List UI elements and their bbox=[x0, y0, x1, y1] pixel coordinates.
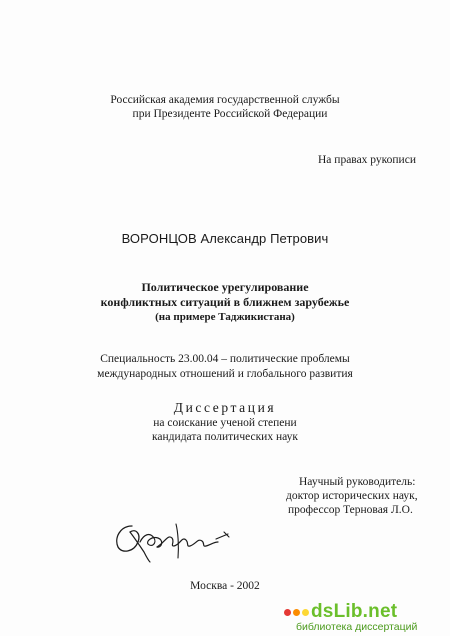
watermark-dot-yellow-icon bbox=[302, 609, 309, 616]
watermark-tagline: библиотека диссертаций bbox=[296, 621, 418, 633]
dissertation-block bbox=[0, 400, 450, 444]
site-watermark bbox=[284, 600, 444, 634]
watermark-dot-orange-icon bbox=[293, 609, 300, 616]
watermark-dot-red-icon bbox=[284, 609, 291, 616]
specialty-block bbox=[0, 352, 450, 382]
watermark-name: dsLib.net bbox=[311, 601, 398, 622]
degree-line-2: кандидата политических наук bbox=[152, 431, 298, 443]
author-name: ВОРОНЦОВ Александр Петрович bbox=[121, 231, 329, 246]
dissertation-title bbox=[0, 280, 450, 325]
title-line-3: (на примере Таджикистана) bbox=[155, 311, 295, 323]
supervisor-line-1: Научный руководитель: bbox=[299, 476, 416, 488]
specialty-line-1: Специальность 23.00.04 – политические проблемы bbox=[100, 353, 350, 365]
specialty-line-2: международных отношений и глобального развития bbox=[97, 368, 353, 380]
title-line-2: конфликтных ситуаций в ближнем зарубежье bbox=[100, 295, 350, 309]
dissertation-heading: Диссертация bbox=[173, 400, 277, 415]
manuscript-rights-note: На правах рукописи bbox=[318, 154, 416, 166]
watermark-logo bbox=[284, 601, 397, 623]
city-year: Москва - 2002 bbox=[190, 580, 260, 592]
org-line-2: при Президенте Российской Федерации bbox=[132, 108, 328, 120]
supervisor-line-3: профессор Терновая Л.О. bbox=[288, 504, 413, 516]
supervisor-line-2: доктор исторических наук, bbox=[286, 490, 418, 502]
degree-line-1: на соискание ученой степени bbox=[153, 417, 297, 429]
handwritten-signature bbox=[110, 512, 235, 564]
supervisor-block bbox=[284, 475, 444, 517]
title-line-1: Политическое урегулирование bbox=[141, 280, 309, 294]
organization-header bbox=[0, 93, 450, 121]
org-line-1: Российская академия государственной службы bbox=[110, 94, 340, 106]
